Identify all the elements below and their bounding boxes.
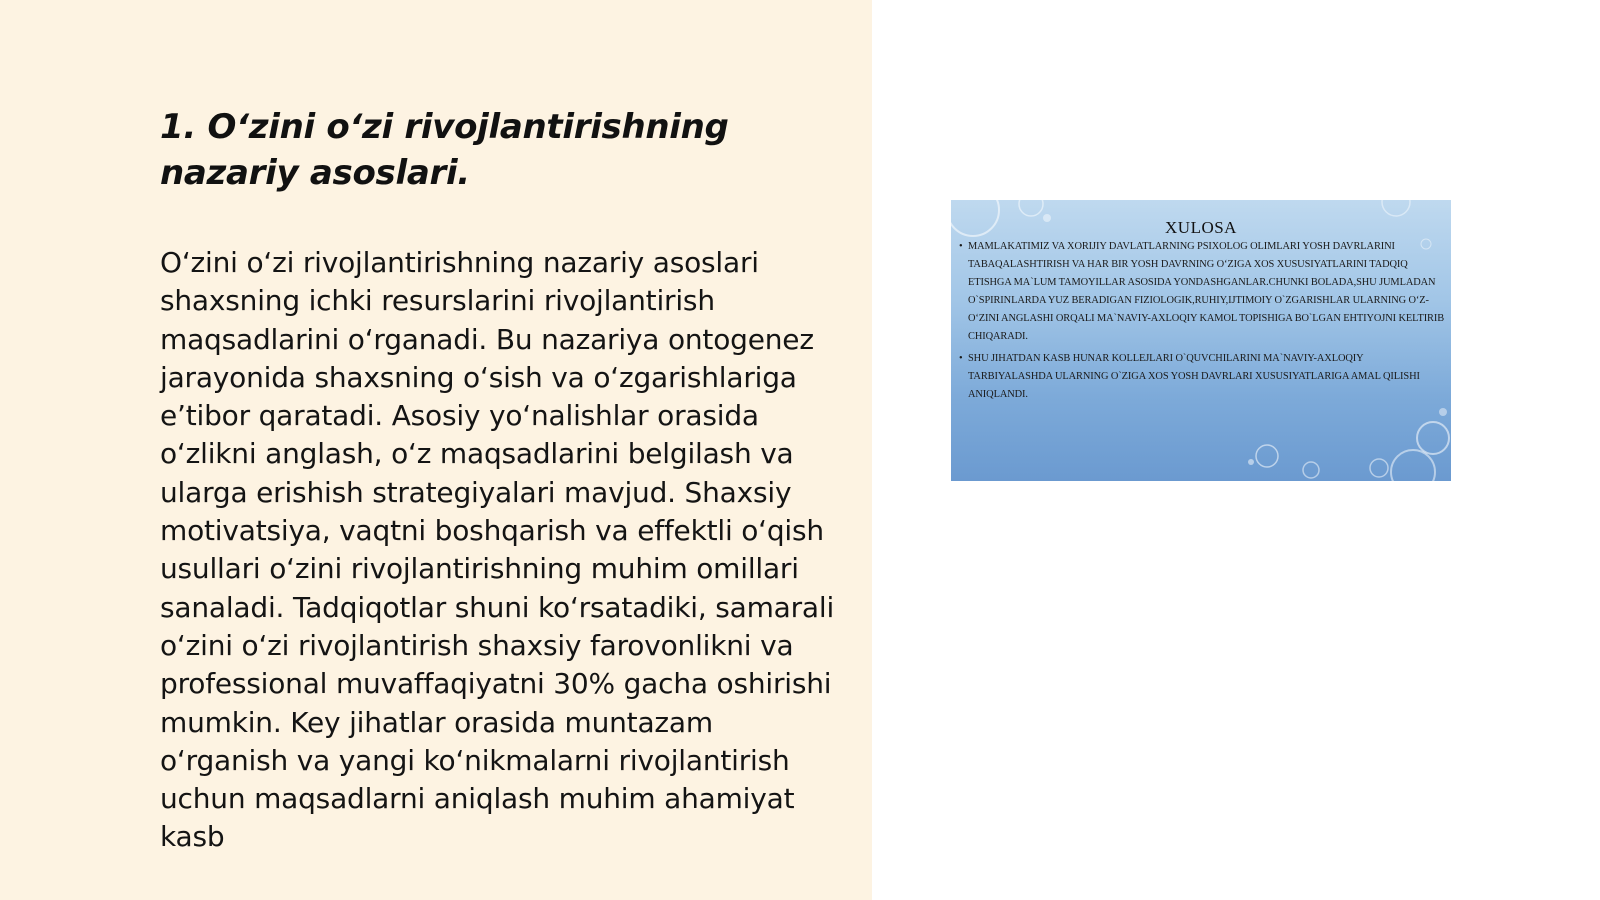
bullet-icon: • (959, 353, 963, 364)
slide-title: 1. O‘zini o‘zi rivojlantirishning nazariy asoslari. (160, 107, 729, 193)
thumbnail-bullet-list (959, 238, 1445, 408)
list-item (959, 350, 1445, 404)
list-item-text: SHU JIHATDAN KASB HUNAR KOLLEJLARI O`QUVCHILARINI MA`NAVIY-AXLOQIY TARBIYALASHDA ULARNING O`ZIGA XOS YOSH DAVRLARI XUSUSIYATLARIGA AMAL QILISHI ANIQLANDI. (968, 353, 1420, 400)
slide-thumbnail-image (951, 200, 1451, 481)
slide-body-text: O‘zini o‘zi rivojlantirishning nazariy asoslari shaxsning ichki resurslarini rivojlantirish maqsadlarini o‘rganadi. Bu nazariya ontogenez jarayonida shaxsning o‘sish va o‘zgarishlariga e’tibor qaratadi. Asosiy yo‘nalishlar orasida o‘zlikni anglash, o‘z maqsadlarini belgilash va ularga erishish strategiyalari mavjud. Shaxsiy motivatsiya, vaqtni boshqarish va effektli o‘qish usullari o‘zini rivojlantirishning muhim omillari sanaladi. Tadqiqotlar shuni ko‘rsatadiki, samarali o‘zini o‘zi rivojlantirish shaxsiy farovonlikni va professional muvaffaqiyatni 30% gacha oshirishi mumkin. Key jihatlar orasida muntazam o‘rganish va yangi ko‘nikmalarni rivojlantirish uchun maqsadlarni aniqlash muhim ahamiyat kasb (160, 246, 835, 854)
list-item-text: MAMLAKATIMIZ VA XORIJIY DAVLATLARNING PSIXOLOG OLIMLARI YOSH DAVRLARINI TABAQALASHTIRISH VA HAR BIR YOSH DAVRNING O‘ZIGA XOS XUSUSIYATLARINI TADQIQ ETISHGA MA`LUM TAMOYILLAR ASOSIDA YONDASHGANLAR.CHUNKI BOLADA,SHU JUMLADAN O`SPIRINLARDA YUZ BERADIGAN FIZIOLOGIK,RUHIY,IJTIMOIY O`ZGARISHLAR ULARNING O‘Z-O‘ZINI ANGLASHI ORQALI MA`NAVIY-AXLOQIY KAMOL TOPISHIGA BO`LGAN EHTIYOJNI KELTIRIB CHIQARADI. (968, 241, 1445, 342)
bullet-icon: • (959, 241, 963, 252)
list-item (959, 238, 1445, 346)
thumbnail-title: XULOSA (1165, 218, 1237, 237)
